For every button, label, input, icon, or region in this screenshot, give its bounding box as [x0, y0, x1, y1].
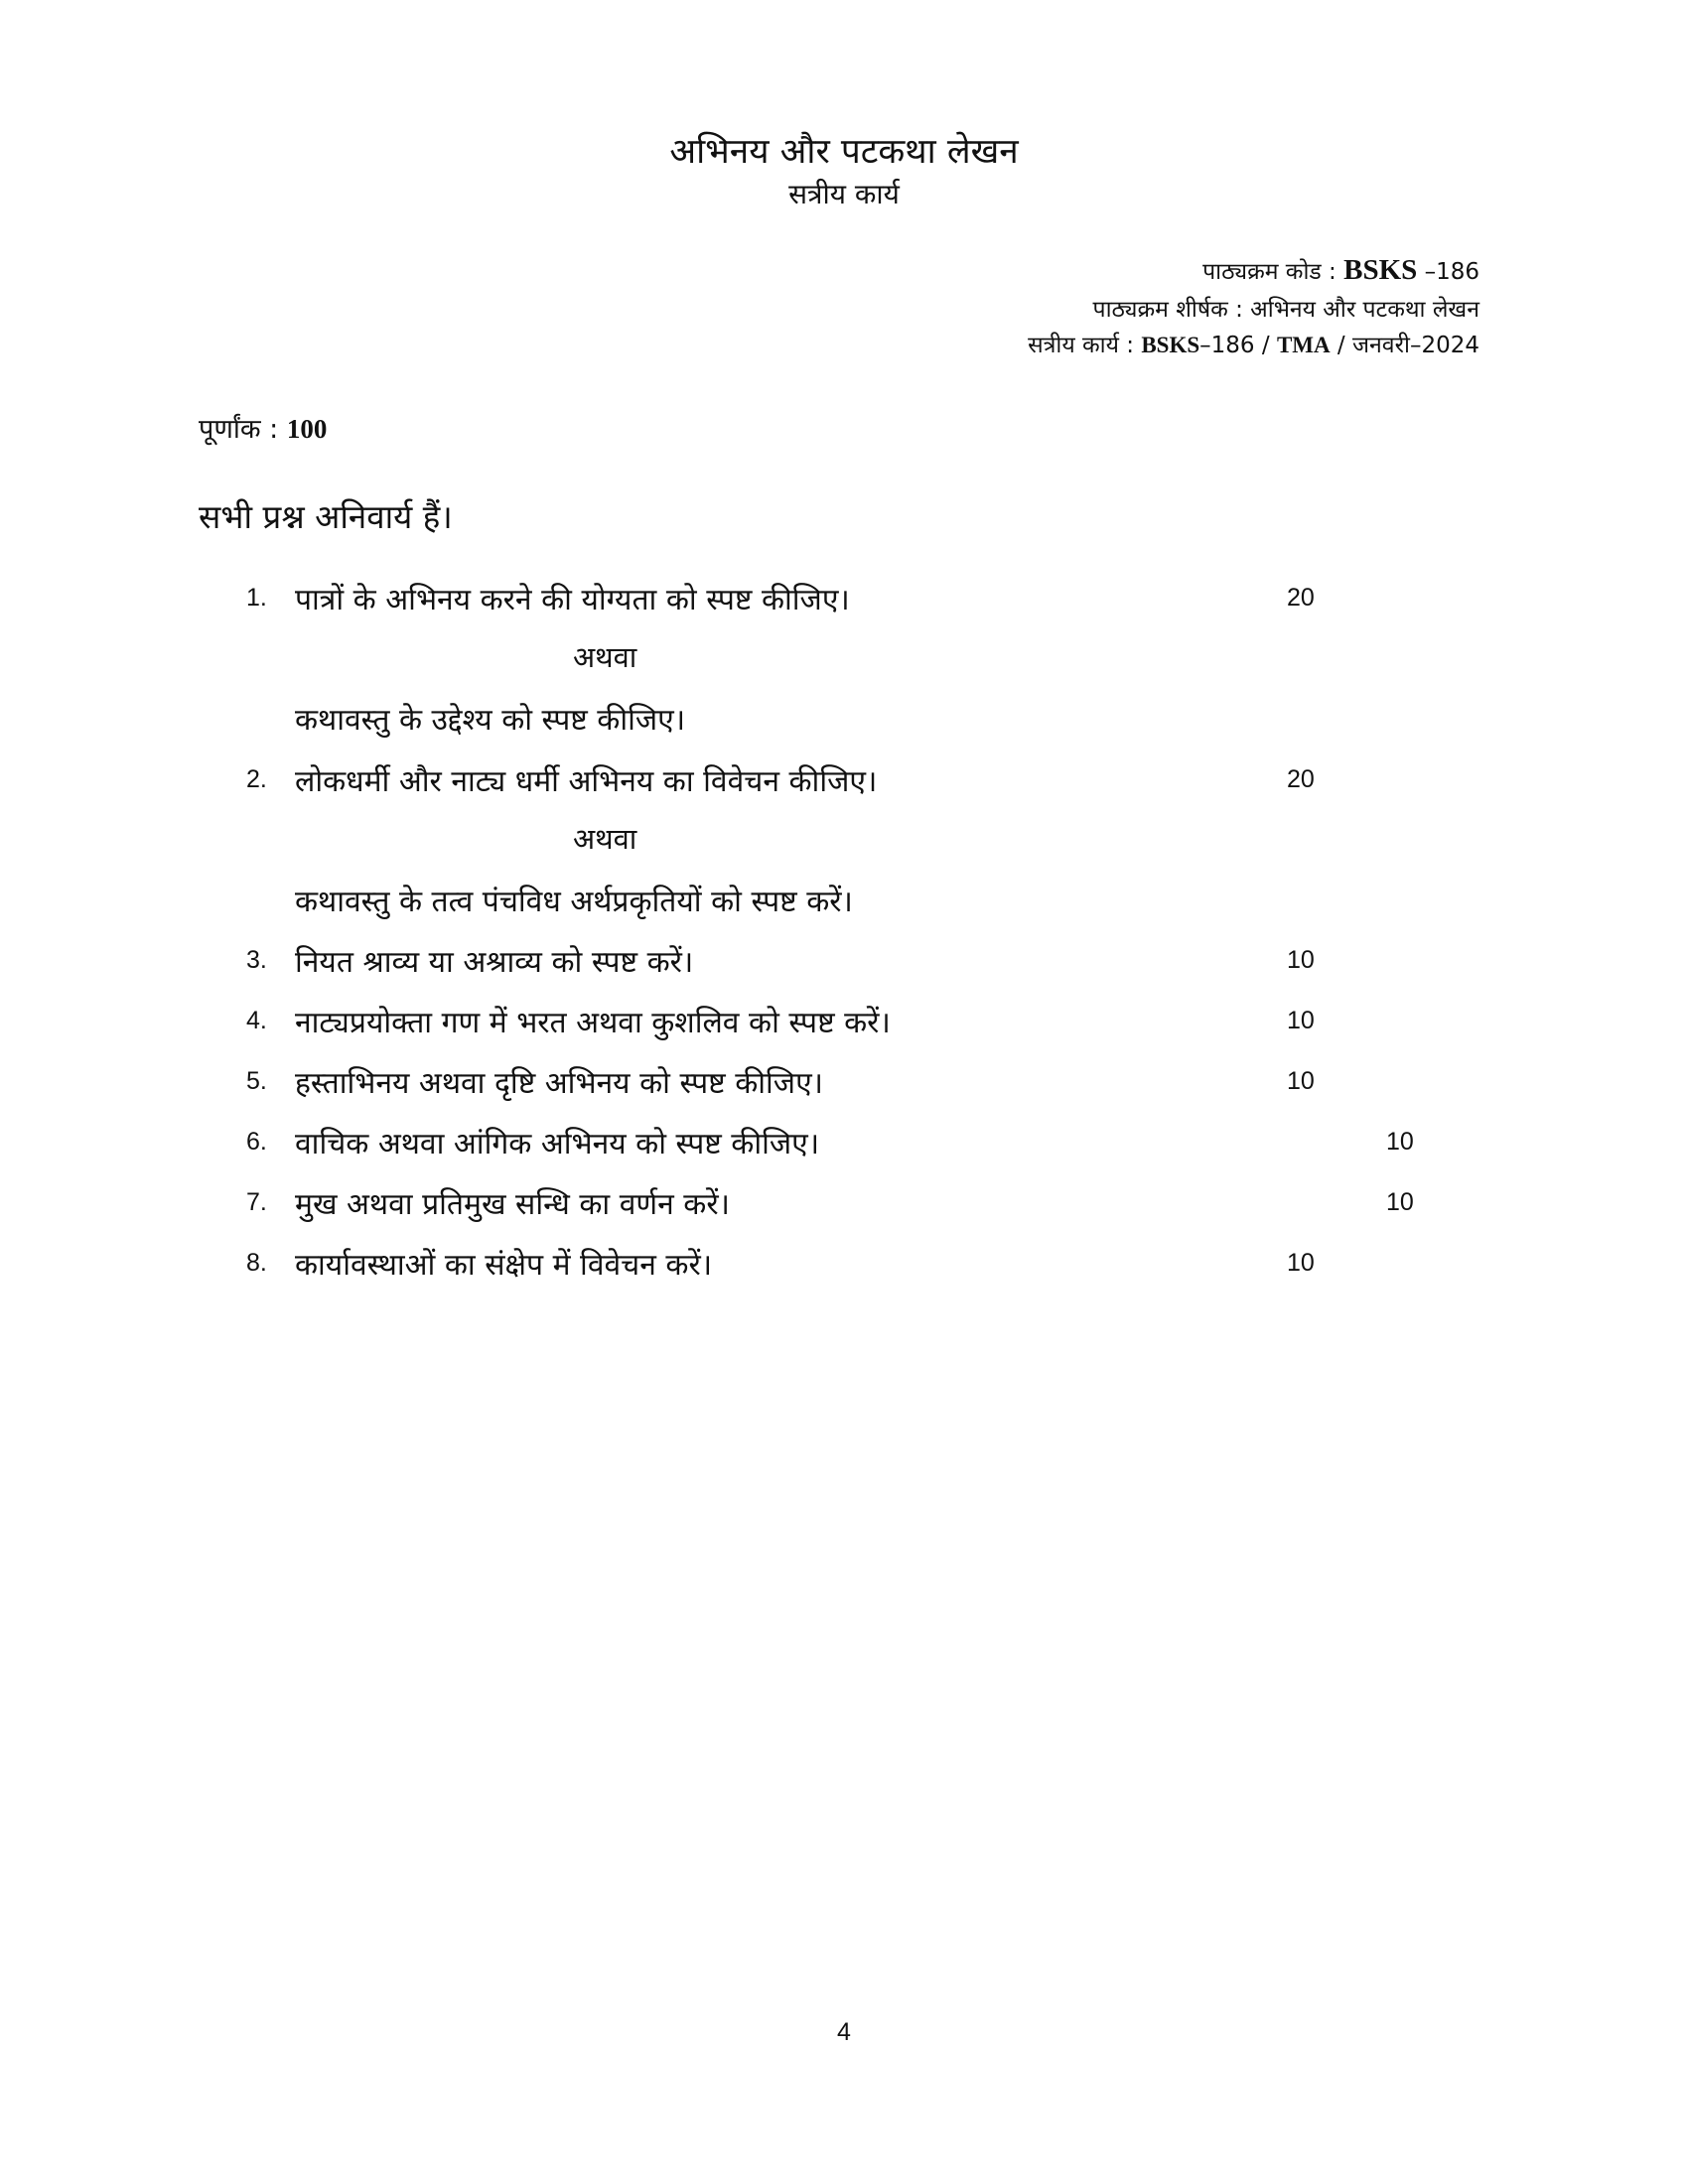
or-label: अथवा	[573, 640, 637, 674]
question-number: 5.	[246, 1067, 267, 1095]
question-number: 6.	[246, 1128, 267, 1156]
question-text: वाचिक अथवा आंगिक अभिनय को स्पष्ट कीजिए।	[295, 1127, 820, 1161]
total-marks-value: 100	[286, 414, 328, 444]
question-marks: 10	[1386, 1128, 1414, 1156]
assignment-code-part3: TMA	[1276, 333, 1331, 357]
assignment-code-part4: / जनवरी–2024	[1330, 333, 1479, 358]
question-text: लोकधर्मी और नाट्य धर्मी अभिनय का विवेचन कीजिए।	[295, 764, 878, 799]
course-title-line: पाठ्यक्रम शीर्षक : अभिनय और पटकथा लेखन	[1092, 297, 1479, 323]
question-number: 7.	[246, 1188, 267, 1216]
question-marks: 10	[1287, 1067, 1315, 1095]
question-marks: 10	[1287, 1007, 1315, 1034]
assignment-code-line	[1028, 328, 1479, 359]
question-number: 4.	[246, 1007, 267, 1034]
assignment-code-part2: –186 /	[1199, 333, 1277, 358]
total-marks	[199, 409, 327, 446]
question-number: 1.	[246, 584, 267, 612]
assignment-label: सत्रीय कार्य :	[1028, 333, 1135, 358]
question-text: पात्रों के अभिनय करने की योग्यता को स्पष्ट कीजिए।	[295, 583, 850, 617]
course-code-prefix: BSKS	[1343, 254, 1418, 286]
question-text: कार्यावस्थाओं का संक्षेप में विवेचन करें।	[295, 1248, 713, 1283]
document-subtitle: सत्रीय कार्य	[788, 178, 900, 210]
course-code-line	[1202, 254, 1479, 287]
question-number: 2.	[246, 765, 267, 793]
alternate-question-text: कथावस्तु के उद्देश्य को स्पष्ट कीजिए।	[295, 703, 686, 738]
question-marks: 10	[1386, 1188, 1414, 1216]
question-marks: 20	[1287, 584, 1315, 612]
total-marks-label: पूर्णांक :	[199, 414, 279, 445]
course-code-suffix: –186	[1424, 259, 1479, 285]
question-number: 8.	[246, 1249, 267, 1277]
question-marks: 10	[1287, 1249, 1315, 1277]
question-marks: 20	[1287, 765, 1315, 793]
instruction-text: सभी प्रश्न अनिवार्य हैं।	[199, 497, 453, 536]
question-text: हस्ताभिनय अथवा दृष्टि अभिनय को स्पष्ट कीजिए।	[295, 1066, 824, 1101]
or-label: अथवा	[573, 822, 637, 856]
question-text: मुख अथवा प्रतिमुख सन्धि का वर्णन करें।	[295, 1187, 730, 1222]
assignment-code-part1: BSKS	[1141, 333, 1200, 357]
question-marks: 10	[1287, 946, 1315, 974]
alternate-question-text: कथावस्तु के तत्व पंचविध अर्थप्रकृतियों को स्पष्ट करें।	[295, 885, 853, 919]
question-number: 3.	[246, 946, 267, 974]
question-text: नियत श्राव्य या अश्राव्य को स्पष्ट करें।	[295, 945, 694, 980]
course-code-label: पाठ्यक्रम कोड :	[1202, 259, 1336, 285]
question-text: नाट्यप्रयोक्ता गण में भरत अथवा कुशलिव को स्पष्ट करें।	[295, 1006, 891, 1040]
document-title: अभिनय और पटकथा लेखन	[669, 132, 1019, 172]
page-number: 4	[837, 2018, 851, 2046]
